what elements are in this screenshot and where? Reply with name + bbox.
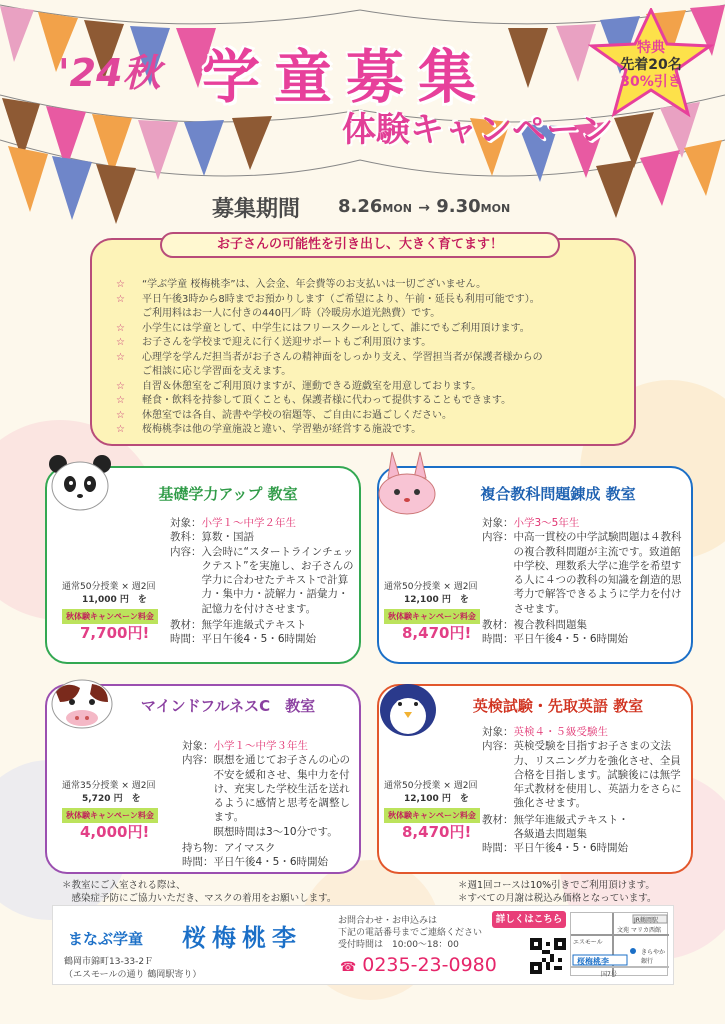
content-value: 瞑想を通じてお子さんの心の不安を緩和させ、集中力を付け、充実した学校生活を送れるように感情と思考を調整します。 瞑想時間は3〜10分です。 (213, 754, 350, 838)
map-esmall: エスモール (573, 939, 603, 946)
star-bullet-icon: ☆ (116, 395, 125, 406)
intro-item-text: “学ぶ学童 桜梅桃李”は、入会金、年会費等のお支払いは一切ございません。 (142, 279, 487, 290)
time-value: 平日午後4・5・6時開始 (513, 633, 629, 646)
class-info-eiken (482, 725, 687, 856)
material-label: 教材： (482, 619, 514, 632)
campaign-tag: 秋体験キャンペーン料金 (384, 609, 480, 624)
price-box-mindfulness (62, 780, 172, 839)
content-value: 英検受験を目指すお子さまの文法力、リスニング力を強化させ、全員合格を目指します。試験後には無学年式教材を使用し、英語力をさらに強化させます。 (513, 740, 682, 810)
cow-icon (46, 672, 118, 738)
panda-icon (48, 452, 112, 512)
time-value: 平日午後4・5・6時開始 (201, 633, 317, 646)
intro-item (116, 278, 616, 293)
intro-item (116, 351, 616, 380)
phone-number[interactable] (340, 954, 497, 976)
mask-note: ＊教室にご入室される際は、 感染症予防にご協力いただき、マスクの着用をお願いします。 (62, 880, 337, 904)
material-label: 教材： (482, 813, 514, 826)
class-title-mindfulness: マインドフルネスC 教室 (140, 697, 316, 715)
time-label: 時間： (482, 842, 514, 855)
campaign-price: 8,470円! (402, 823, 472, 841)
intro-item-text: 軽食・飲料を持参して頂くことも、保護者様に代わって提供することもできます。 (142, 395, 512, 406)
intro-box (90, 238, 636, 446)
season-label: '24秋 (58, 51, 161, 95)
target-label: 対象： (170, 517, 202, 529)
period-arrow: → (418, 200, 430, 216)
price-box-basic (62, 581, 172, 640)
content-label: 内容： (482, 531, 514, 544)
lesson-format: 通常50分授業 × 週2回 (384, 582, 478, 592)
intro-item (116, 423, 616, 438)
time-label: 時間： (170, 633, 202, 646)
target-label: 対象： (182, 740, 214, 752)
school-address: 鶴岡市錦町13-33-2Ｆ （エスモールの通り 鶴岡駅寄り） (64, 957, 202, 980)
intro-item (116, 409, 616, 424)
intro-item (116, 293, 616, 322)
intro-item-text: 休憩室では各自、読書や学校の宿題等、ご自由にお過ごしください。 (142, 409, 452, 421)
penguin-icon (376, 676, 440, 740)
period-dates (338, 196, 510, 217)
campaign-price: 7,700円! (80, 624, 150, 642)
material-value: 無学年進級式テキスト (201, 619, 307, 632)
qr-code-icon[interactable] (530, 938, 566, 974)
location-map[interactable] (570, 912, 668, 976)
rabbit-icon (374, 448, 440, 518)
regular-price: 5,720 円 を (82, 794, 141, 804)
price-box-composite (384, 581, 494, 640)
time-label: 時間： (482, 633, 514, 646)
intro-item-text: 桜梅桃李は他の学童施設と違い、学習塾が経営する施設です。 (142, 424, 422, 435)
class-title-basic: 基礎学力アップ 教室 (158, 485, 298, 503)
subject-value: 算数・国語 (201, 531, 254, 544)
class-title-composite: 複合教科問題錬成 教室 (480, 485, 636, 503)
material-label: 教材： (170, 619, 202, 632)
material-value: 複合教科問題集 (513, 619, 587, 632)
page-subtitle: 体験キャンペーン (342, 110, 614, 150)
material-value: アイマスク (224, 842, 276, 855)
map-station: JR鶴岡駅 (634, 917, 658, 924)
content-value: 入会時に“スタートラインチェックテスト”を実施し、お子さんの学力に合わせたテキストで計算力・集中力・読解力・語彙力・記憶力を付けさせます。 (201, 545, 354, 615)
time-value: 平日午後4・5・6時開始 (513, 842, 629, 855)
class-title-eiken: 英検試験・先取英語 教室 (472, 697, 644, 715)
phone-icon: ☎ (340, 960, 357, 975)
regular-price: 11,000 円 を (82, 595, 147, 605)
map-bunka: 文苑 (617, 927, 630, 934)
lesson-format: 通常50分授業 × 週2回 (62, 582, 156, 592)
star-bullet-icon: ☆ (116, 293, 125, 305)
intro-item-text: お子さんを学校まで迎えに行く送迎サポートもご利用頂けます。 (142, 337, 432, 348)
time-label: 時間： (182, 856, 214, 869)
intro-item (116, 394, 616, 409)
star-bullet-icon: ☆ (116, 322, 125, 334)
intro-list (116, 278, 616, 438)
class-info-composite (482, 516, 687, 647)
campaign-tag: 秋体験キャンペーン料金 (62, 609, 158, 624)
intro-item-text: 自習＆休憩室をご利用頂けますが、運動できる遊戯室を用意しております。 (142, 380, 482, 392)
map-bank: きらやか銀行 (641, 949, 666, 965)
star-bullet-icon: ☆ (116, 351, 125, 363)
period-end-day: MON (480, 202, 511, 215)
target-value: 英検４・５級受験生 (513, 726, 608, 738)
campaign-price: 8,470円! (402, 624, 472, 642)
lesson-format: 通常35分授業 × 週2回 (62, 781, 156, 791)
intro-item-text: 平日午後3時から8時までお預かりします（ご希望により、午前・延長も利用可能です）。 ご利用料はお一人に付きの440円／時（冷暖房水道光熱費）です。 (142, 293, 540, 319)
star-bullet-icon: ☆ (116, 409, 125, 421)
content-label: 内容： (170, 545, 202, 558)
time-value: 平日午後4・5・6時開始 (213, 856, 329, 869)
target-value: 小学3〜5年生 (513, 517, 580, 529)
target-label: 対象： (482, 726, 514, 738)
period-end: 9.30 (436, 196, 481, 217)
campaign-price: 4,000円! (80, 823, 150, 841)
star-bullet-icon: ☆ (116, 279, 125, 290)
lesson-format: 通常50分授業 × 週2回 (384, 781, 478, 791)
intro-item-text: 小学生には学童として、中学生にはフリースクールとして、誰にでもご利用頂けます。 (142, 322, 530, 334)
badge-line1: 特典 (637, 40, 665, 56)
campaign-tag: 秋体験キャンペーン料金 (62, 808, 158, 823)
star-bullet-icon: ☆ (116, 337, 125, 348)
badge-text (600, 40, 702, 91)
regular-price: 12,100 円 を (404, 794, 469, 804)
map-marika: マリカ西館 (631, 927, 661, 934)
intro-item (116, 336, 616, 351)
map-road: 国7号 (601, 971, 617, 978)
intro-item (116, 322, 616, 337)
campaign-tag: 秋体験キャンペーン料金 (384, 808, 480, 823)
intro-item (116, 380, 616, 395)
target-label: 対象： (482, 517, 514, 529)
regular-price: 12,100 円 を (404, 595, 469, 605)
material-label: 持ち物： (182, 842, 224, 855)
period-start: 8.26 (338, 196, 383, 217)
period-label: 募集期間 (212, 197, 301, 222)
map-school: 桜梅桃李 (577, 957, 609, 966)
price-box-eiken (384, 780, 494, 839)
material-value: 無学年進級式テキスト・ 各級過去問題集 (513, 813, 629, 841)
intro-headline: お子さんの可能性を引き出し、大きく育てます！ (160, 232, 560, 258)
badge-line3: 30%引き (620, 74, 682, 90)
contact-info: お問合わせ・お申込みは 下記の電話番号までご連絡ください 受付時間は 10:00〜18：00 (338, 916, 483, 950)
phone-text: 0235-23-0980 (362, 954, 497, 976)
school-name: 桜梅桃李 (182, 924, 302, 952)
target-value: 小学１〜中学３年生 (213, 740, 308, 752)
star-bullet-icon: ☆ (116, 380, 125, 392)
school-prefix: まなぶ学童 (68, 930, 144, 948)
badge-line2: 先着20名 (620, 57, 682, 73)
page-title: 学童募集 (202, 43, 491, 111)
content-value: 中高一貫校の中学試験問題は４教科の複合教科問題が主流です。致道館中学校、理数系大学に進学を希望する人に４つの教科の知識を創造的思考力で解答できるように学力を付けさせます。 (513, 531, 682, 615)
pricing-note: ＊週1回コースは10%引きでご利用頂けます。 ＊すべての月謝は税込み価格となっています。 (458, 880, 657, 904)
period-start-day: MON (382, 202, 412, 215)
content-label: 内容： (482, 740, 514, 753)
subject-label: 教科： (170, 531, 202, 544)
class-info-mindfulness (182, 739, 354, 870)
details-link-button[interactable]: 詳しくはこちら (492, 911, 566, 928)
star-bullet-icon: ☆ (116, 424, 125, 435)
target-value: 小学１〜中学２年生 (201, 517, 296, 529)
class-info-basic (170, 516, 356, 647)
intro-item-text: 心理学を学んだ担当者がお子さんの精神面をしっかり支え、学習担当者が保護者様からの ご相談に応じ学習面を支えます。 (142, 351, 543, 377)
content-label: 内容： (182, 754, 214, 767)
